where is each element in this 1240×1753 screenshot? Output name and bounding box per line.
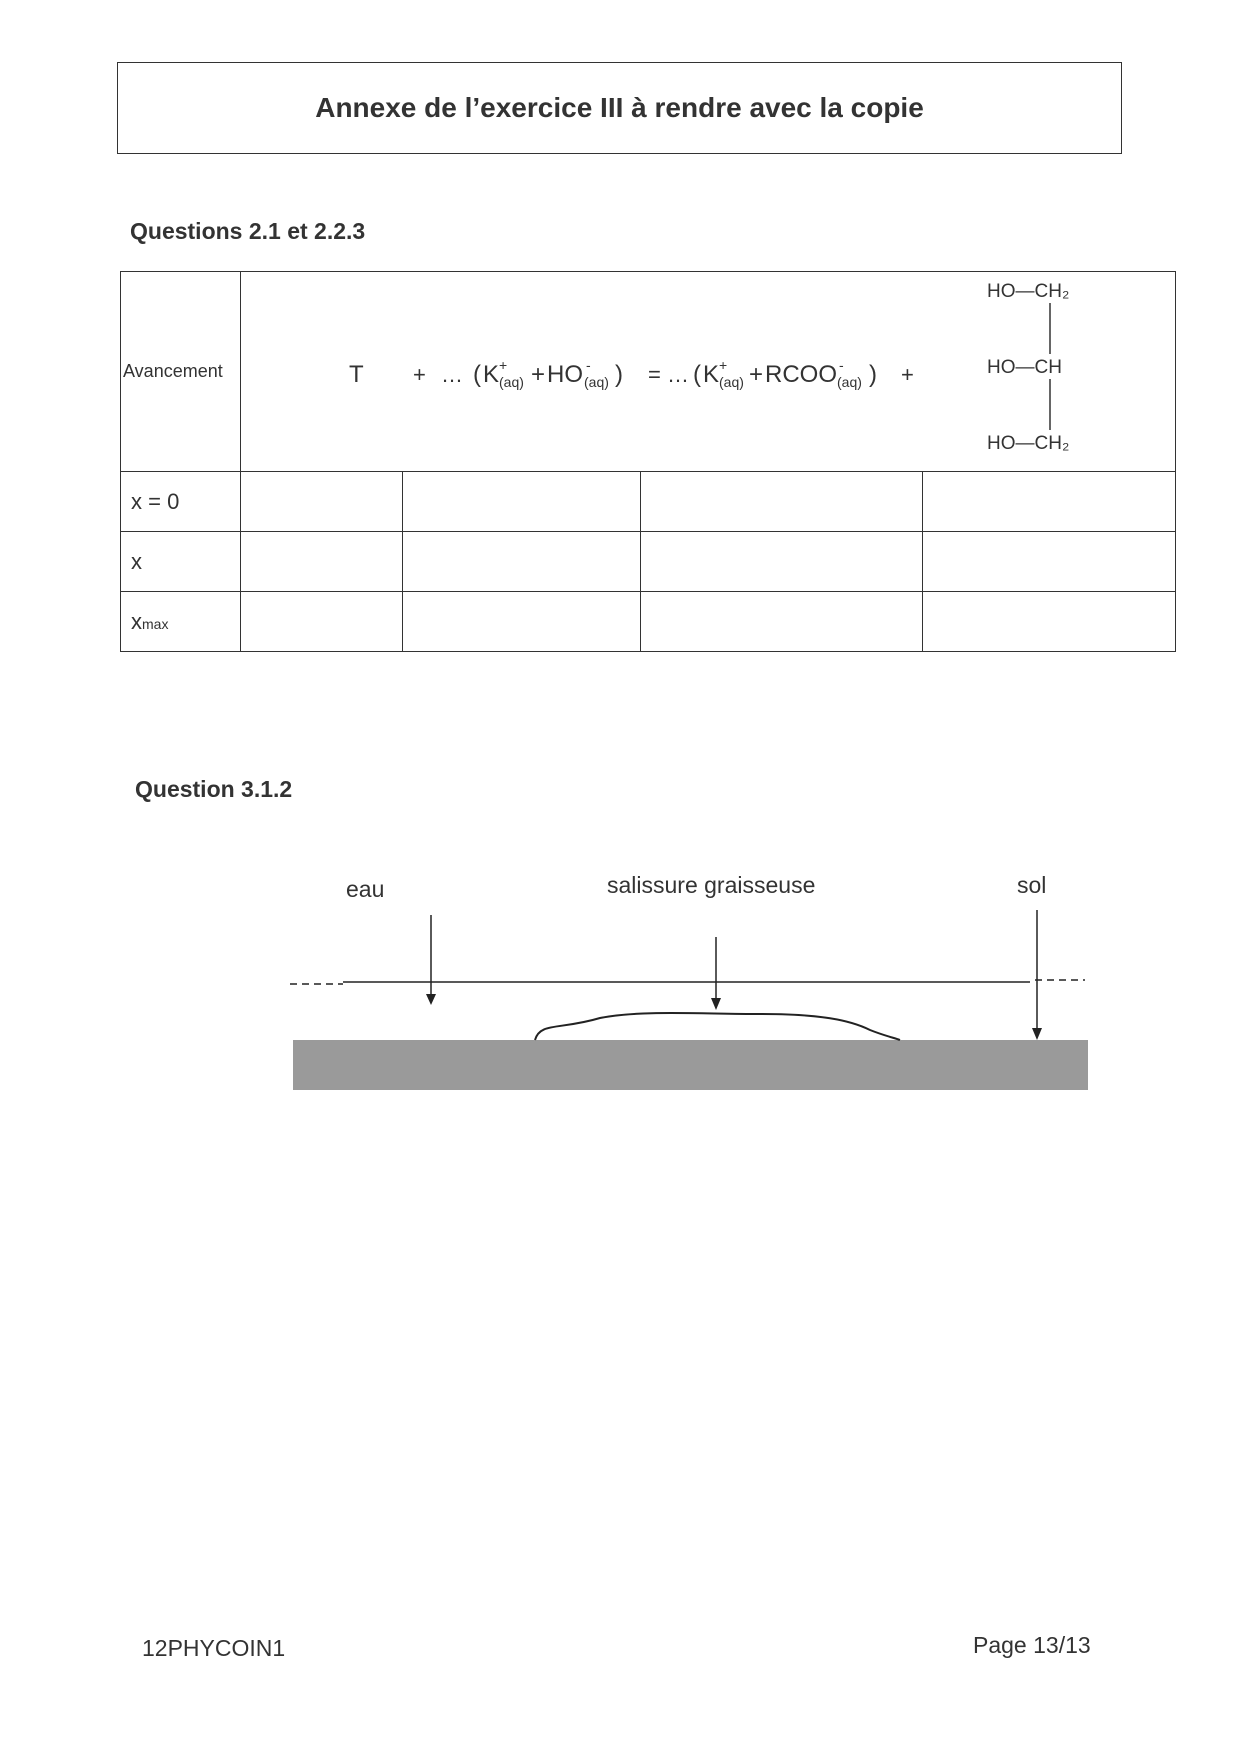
svg-text:(: ( <box>693 361 701 388</box>
avancement-header: Avancement <box>121 272 241 472</box>
svg-text:): ) <box>869 361 877 388</box>
carboxylate-ion: RCOO <box>765 361 837 388</box>
arrow-head-sol <box>1032 1028 1042 1040</box>
glycerol-line-1: HO—CH₂ <box>987 281 1070 302</box>
glycerol-line-3: HO—CH₂ <box>987 433 1070 454</box>
aq-sub-1: (aq) <box>499 374 524 390</box>
page-title: Annexe de l’exercice III à rendre avec la copie <box>315 92 924 123</box>
svg-text:+: + <box>749 361 764 388</box>
ground-surface <box>293 1040 1088 1090</box>
page-number: Page 13/13 <box>973 1632 1091 1658</box>
svg-text:+: + <box>531 361 546 388</box>
label-salissure: salissure graisseuse <box>607 872 816 898</box>
label-sol: sol <box>1017 872 1047 898</box>
k-ion-2: K <box>703 361 720 388</box>
svg-text:(: ( <box>473 361 481 388</box>
equals-dots: = … <box>648 362 689 387</box>
label-eau: eau <box>346 876 385 902</box>
row-label-xmax: xmax <box>121 592 241 652</box>
aq-sub-3: (aq) <box>719 374 744 390</box>
section-heading-questions-2: Questions 2.1 et 2.2.3 <box>130 218 366 244</box>
svg-text:-: - <box>586 357 591 373</box>
plus-1: + <box>413 362 426 387</box>
arrow-head-eau <box>426 994 436 1005</box>
svg-text:): ) <box>615 361 623 388</box>
aq-sub-4: (aq) <box>837 374 862 390</box>
svg-text:+: + <box>499 357 508 373</box>
k-ion-1: K <box>483 361 500 388</box>
plus-2: + <box>901 362 914 387</box>
section-heading-question-3: Question 3.1.2 <box>135 776 293 802</box>
dots-1: … <box>441 362 463 387</box>
row-label-x0: x = 0 <box>121 472 241 532</box>
svg-text:-: - <box>839 357 844 373</box>
hydroxide-ion: HO <box>547 361 583 388</box>
svg-text:+: + <box>719 357 728 373</box>
aq-sub-2: (aq) <box>584 374 609 390</box>
grease-stain <box>535 1013 900 1040</box>
document-code: 12PHYCOIN1 <box>142 1635 286 1661</box>
glycerol-line-2: HO—CH <box>987 357 1062 378</box>
arrow-head-salissure <box>711 998 721 1010</box>
row-label-x: x <box>121 532 241 592</box>
reactant-T: T <box>349 361 364 388</box>
